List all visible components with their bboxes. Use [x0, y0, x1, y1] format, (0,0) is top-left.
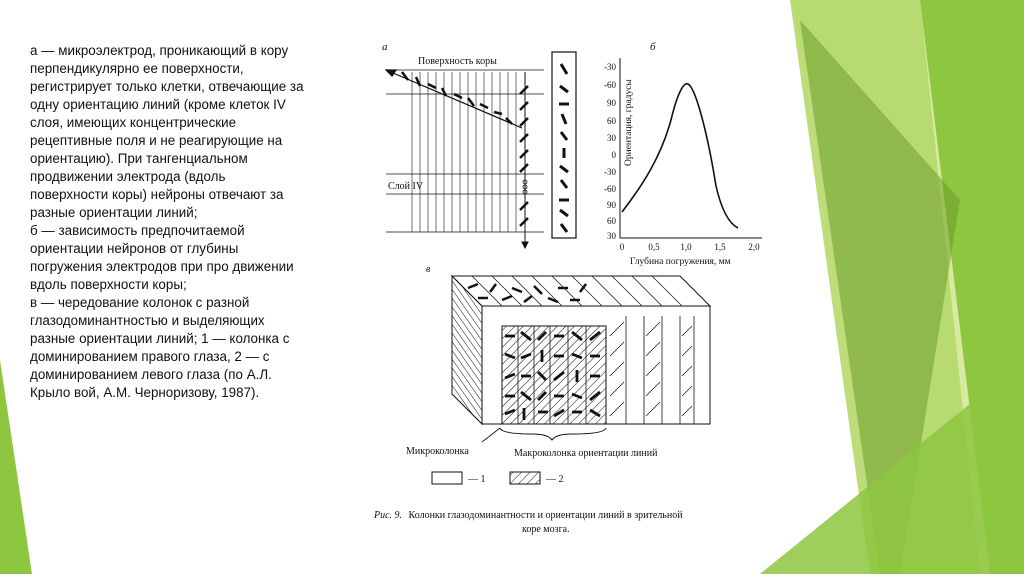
paragraph-b: б — зависимость предпочитаемой ориентации нейронов от глубины погружения электродов при про движении вдоль поверхности коры;	[30, 223, 294, 292]
cortex-layer-lines	[386, 70, 544, 232]
surface-label: Поверхность коры	[418, 56, 497, 67]
legend-box-2	[510, 472, 540, 484]
b-xtick: 0	[619, 242, 625, 252]
figure-caption-line2: коре мозга.	[522, 524, 570, 535]
microcolumn-pointer	[482, 428, 500, 442]
paragraph-a: а — микроэлектрод, проникающий в кору перпендикулярно ее поверхности, регистрирует только клетки, отвечающие за одну ориентацию линий (кроме клеток IV слоя, имеющих концентрические рецептивные поля и не реагирующие на ориентацию). При тангенциальном продвижении электрода (вдоль поверхности коры) нейроны отвечают за разные ориентации линий;	[30, 43, 304, 220]
b-orientation-curve	[622, 84, 738, 228]
description-text	[30, 42, 305, 402]
deco-shape-left	[0, 360, 32, 574]
panel-a	[382, 41, 576, 248]
b-y-axis-label: Ориентация, градусы	[624, 79, 634, 166]
b-y-ticks	[604, 62, 617, 241]
figure-caption-line1	[373, 510, 683, 521]
b-ytick: -60	[604, 184, 616, 194]
microcolumn-label: Микроколонка	[406, 446, 469, 457]
b-ytick: 30	[607, 231, 616, 241]
b-xtick: 0,5	[648, 242, 660, 252]
b-ytick: 90	[607, 200, 616, 210]
panel-c	[373, 264, 710, 535]
orientation-ticks-perpendicular	[520, 86, 528, 226]
b-ytick: 90	[607, 98, 616, 108]
paragraph-c: в — чередование колонок с разной глазодоминантностью и выделяющих разные ориентации линий; 1 — колонка с доминированием правого глаза, 2 — с доминированием левого глаза (по А.Л. Крыло вой, А.М. Черноризову, 1987).	[30, 295, 290, 400]
caption-text-1: Колонки глазодоминантности и ориентации линий в зрительной	[408, 510, 683, 521]
panel-b-letter: б	[650, 41, 656, 53]
b-ytick: -30	[604, 167, 616, 177]
orientation-strip-bars	[559, 64, 569, 232]
panel-a-letter: а	[382, 41, 388, 53]
b-x-axis-label: Глубина погружения, мм	[630, 257, 731, 267]
b-xtick: 2,0	[748, 242, 760, 252]
caption-lead: Рис. 9.	[374, 510, 403, 521]
legend-box-1	[432, 472, 462, 484]
cortex-column-lines	[412, 72, 516, 232]
b-ytick: 60	[607, 216, 616, 226]
b-ytick: 30	[607, 133, 616, 143]
panel-b	[604, 41, 762, 267]
b-xtick: 1,0	[680, 242, 692, 252]
layer4-label: Слой IV	[388, 181, 424, 192]
b-ytick: -60	[604, 80, 616, 90]
b-x-ticks	[620, 242, 760, 252]
b-ytick: -30	[604, 62, 616, 72]
legend-label-2: — 2	[546, 474, 564, 485]
panel-c-letter: в	[426, 264, 431, 275]
figure	[372, 36, 782, 546]
b-xtick: 1,5	[714, 242, 726, 252]
macrocolumn-label: Макроколонка ориентации линий	[514, 448, 658, 459]
legend-label-1: — 1	[468, 474, 486, 485]
b-ytick: 60	[607, 116, 616, 126]
orientation-strip	[552, 52, 576, 238]
b-ytick: 0	[611, 150, 616, 160]
microcolumn-brace	[500, 428, 606, 440]
